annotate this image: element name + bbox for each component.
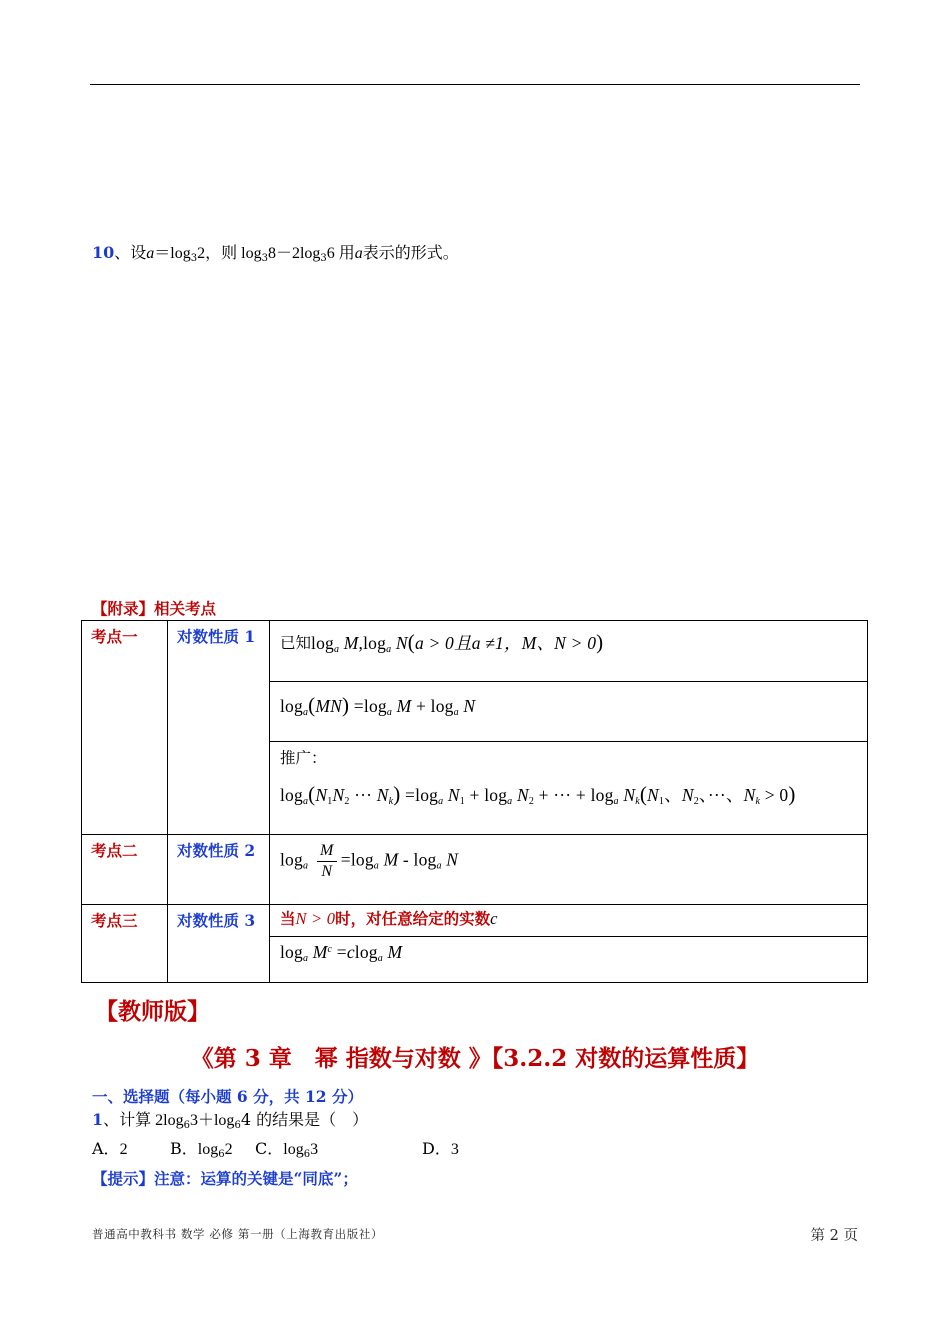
table-row bbox=[82, 835, 868, 905]
q1-text-3: 4 的结果是（ ） bbox=[240, 1110, 369, 1129]
option-d: D．3 bbox=[422, 1139, 459, 1158]
point-label: 考点二 bbox=[82, 835, 168, 905]
condition-known: a > 0且a ≠1，M、N > 0 bbox=[414, 632, 597, 653]
key-points-table bbox=[81, 620, 868, 983]
page-number: 第 2 页 bbox=[810, 1228, 858, 1244]
option-c: C．$\log_63$ bbox=[255, 1139, 319, 1160]
log-base: 3 bbox=[261, 253, 268, 264]
formula-cell bbox=[270, 937, 868, 983]
formula-known: $\log_a M,\log_a$ N(a > 0且a ≠1，M、N > 0) bbox=[311, 629, 604, 655]
var-a: a bbox=[146, 245, 155, 262]
table-row bbox=[82, 905, 868, 937]
property-label: 对数性质 2 bbox=[168, 835, 270, 905]
hint: 【提示】注意：运算的关键是“同底”； bbox=[92, 1169, 358, 1188]
question-number: 10 bbox=[92, 243, 115, 262]
log-base: 6 bbox=[234, 1120, 241, 1131]
question-10 bbox=[92, 240, 459, 264]
teacher-version-title: 【教师版】 bbox=[95, 998, 210, 1025]
q1-text-1: 计算 2log bbox=[119, 1112, 184, 1129]
q10-text-4: 8－2log bbox=[267, 245, 321, 262]
option-b: B．$\log_62$ bbox=[170, 1139, 233, 1160]
formula-cell bbox=[270, 835, 868, 905]
chapter-title: 《第 3 章 幂 指数与对数 》【3.2.2 对数的运算性质】 bbox=[190, 1045, 760, 1072]
footer-book-info: 普通高中教科书 数学 必修 第一册（上海教育出版社） bbox=[92, 1227, 384, 1241]
fraction: $\frac{M}{N}$ bbox=[317, 842, 337, 881]
condition-line: 当N > 0时，对任意给定的实数c bbox=[280, 909, 498, 928]
formula-power: $\log_a M^c =clog_a$ M bbox=[280, 942, 403, 964]
q10-text-3: 2，则 log bbox=[197, 245, 262, 262]
q10-text-5: 6 用 bbox=[326, 245, 355, 262]
property-label: 对数性质 1 bbox=[168, 621, 270, 835]
log-base: 3 bbox=[190, 253, 198, 264]
property-label: 对数性质 3 bbox=[168, 905, 270, 983]
formula-generalized: $\log_a(N_1N_2$ ··· $N_k) =\log_a$ $N_1 + \log_a N_2$ + ··· + $\log_a N_k(N_1$、$N_2$、···、$N_k > 0$) bbox=[280, 782, 796, 807]
generalize-label: 推广： bbox=[280, 749, 327, 767]
log-base: 6 bbox=[183, 1120, 190, 1131]
formula-cell bbox=[270, 682, 868, 742]
condition-N: N > 0 bbox=[295, 909, 336, 928]
var-a: a bbox=[354, 245, 363, 262]
table-row bbox=[82, 621, 868, 682]
appendix-title: 【附录】相关考点 bbox=[92, 599, 217, 618]
option-a: A．2 bbox=[92, 1139, 128, 1158]
formula-quotient: $\log_a$ $\frac{M}{N}$ $=\log_a$ M - $\log_a N$ bbox=[280, 841, 459, 880]
section-title: 一、选择题（每小题 6 分，共 12 分） bbox=[92, 1087, 363, 1106]
formula-cell bbox=[270, 742, 868, 835]
q10-text-1: 设 bbox=[130, 243, 147, 262]
question-sep: 、 bbox=[114, 243, 131, 262]
formula-product: $\log_a(MN) =\log_a$ $M + \log_a N$ bbox=[280, 692, 476, 718]
q10-text-2: ＝log bbox=[154, 245, 191, 262]
question-number: 1 bbox=[92, 1110, 104, 1129]
point-label: 考点一 bbox=[82, 621, 168, 835]
q1-text-2: 3＋log bbox=[189, 1112, 235, 1129]
question-1 bbox=[92, 1107, 368, 1131]
header-rule bbox=[90, 84, 860, 85]
log-base: 3 bbox=[320, 253, 327, 264]
formula-cell bbox=[270, 621, 868, 682]
question-sep: 、 bbox=[103, 1110, 120, 1129]
formula-cell bbox=[270, 905, 868, 937]
q10-text-6: 表示的形式。 bbox=[362, 243, 459, 262]
point-label: 考点三 bbox=[82, 905, 168, 983]
known-prefix: 已知 bbox=[280, 634, 312, 652]
